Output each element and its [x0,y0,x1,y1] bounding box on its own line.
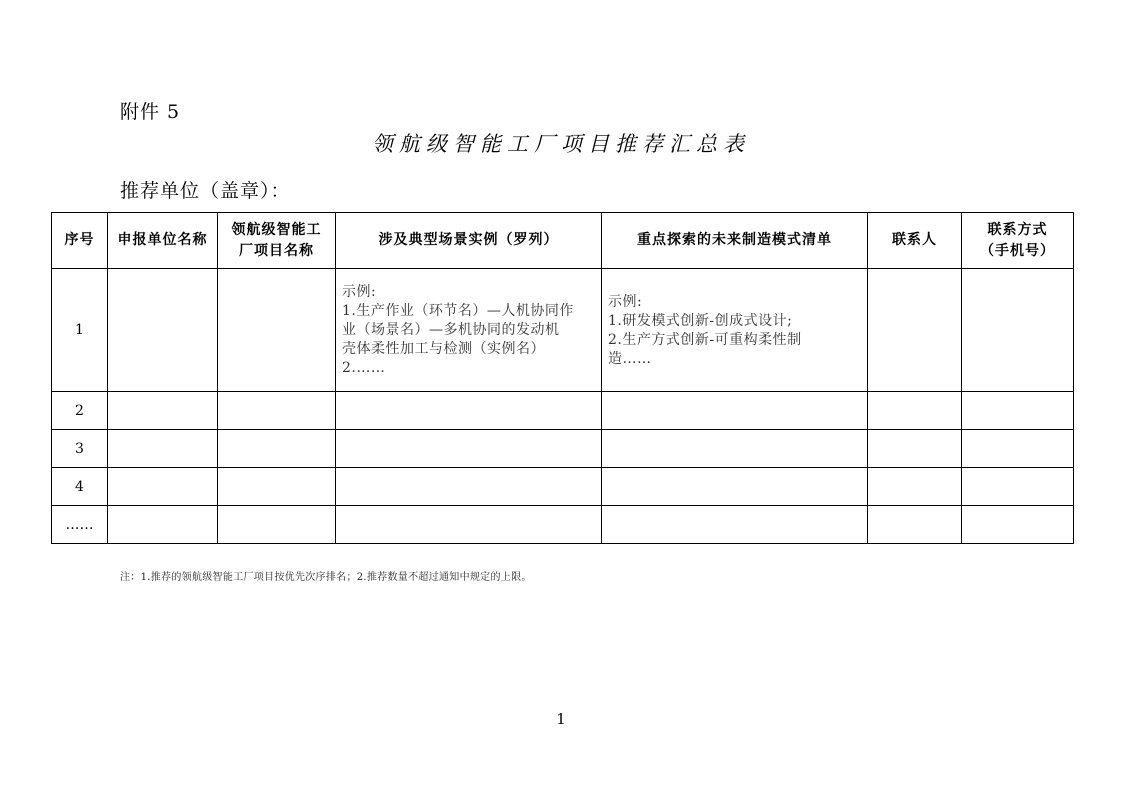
header-cell-contact: 联系人 [868,213,962,269]
project-name-cell[interactable] [218,430,336,468]
header-cell-scenarios: 涉及典型场景实例（罗列） [336,213,602,269]
scenario-example-line: 示例: [342,284,377,300]
mode-example-line: 示例: [608,294,643,310]
contact-cell[interactable] [868,392,962,430]
table-row [52,430,1074,468]
scenario-cell[interactable] [336,430,602,468]
mode-cell[interactable] [602,468,868,506]
phone-cell[interactable] [962,506,1074,544]
scenario-example-line: 壳体柔性加工与检测（实例名） [342,341,545,357]
phone-cell[interactable] [962,269,1074,392]
row-number: 2 [52,392,108,430]
attachment-label: 附件 5 [120,101,181,123]
footnote: 注：1.推荐的领航级智能工厂项目按优先次序排名；2.推荐数量不超过通知中规定的上限。 [120,572,532,583]
unit-name-cell[interactable] [108,392,218,430]
scenario-example-line: 2.…… [342,360,386,376]
mode-cell[interactable] [602,506,868,544]
page-number: 1 [556,710,566,728]
project-name-cell[interactable] [218,468,336,506]
table-row [52,392,1074,430]
header-cell-project-name: 领航级智能工厂项目名称 [218,213,336,269]
row-number: …… [52,506,108,544]
mode-example-line: 1.研发模式创新-创成式设计; [608,313,793,329]
mode-cell[interactable] [602,430,868,468]
phone-cell[interactable] [962,468,1074,506]
unit-name-cell[interactable] [108,430,218,468]
unit-name-cell[interactable] [108,468,218,506]
phone-cell[interactable] [962,392,1074,430]
scenario-cell[interactable] [336,468,602,506]
scenario-example-cell[interactable] [336,269,602,392]
table-row [52,269,1074,392]
project-name-cell[interactable] [218,269,336,392]
header-cell-unit-name: 申报单位名称 [108,213,218,269]
phone-cell[interactable] [962,430,1074,468]
row-number: 3 [52,430,108,468]
project-name-cell[interactable] [218,392,336,430]
table-header-row [52,213,1074,269]
table-row [52,468,1074,506]
document-title: 领航级智能工厂项目推荐汇总表 [372,132,750,156]
contact-cell[interactable] [868,269,962,392]
row-number: 4 [52,468,108,506]
summary-table [51,212,1074,544]
mode-example-line: 2.生产方式创新-可重构柔性制 [608,332,802,348]
header-cell-number: 序号 [52,213,108,269]
scenario-cell[interactable] [336,392,602,430]
scenario-cell[interactable] [336,506,602,544]
project-name-cell[interactable] [218,506,336,544]
table-row [52,506,1074,544]
contact-cell[interactable] [868,430,962,468]
scenario-example-line: 业（场景名）—多机协同的发动机 [342,322,560,338]
mode-cell[interactable] [602,392,868,430]
row-number: 1 [52,269,108,392]
contact-cell[interactable] [868,468,962,506]
header-cell-modes: 重点探索的未来制造模式清单 [602,213,868,269]
scenario-example-line: 1.生产作业（环节名）—人机协同作 [342,303,574,319]
unit-name-cell[interactable] [108,506,218,544]
mode-example-line: 造…… [608,351,652,367]
contact-cell[interactable] [868,506,962,544]
header-cell-phone: 联系方式（手机号） [962,213,1074,269]
mode-example-cell[interactable] [602,269,868,392]
unit-name-cell[interactable] [108,269,218,392]
recommending-unit-label: 推荐单位（盖章）： [120,180,291,202]
